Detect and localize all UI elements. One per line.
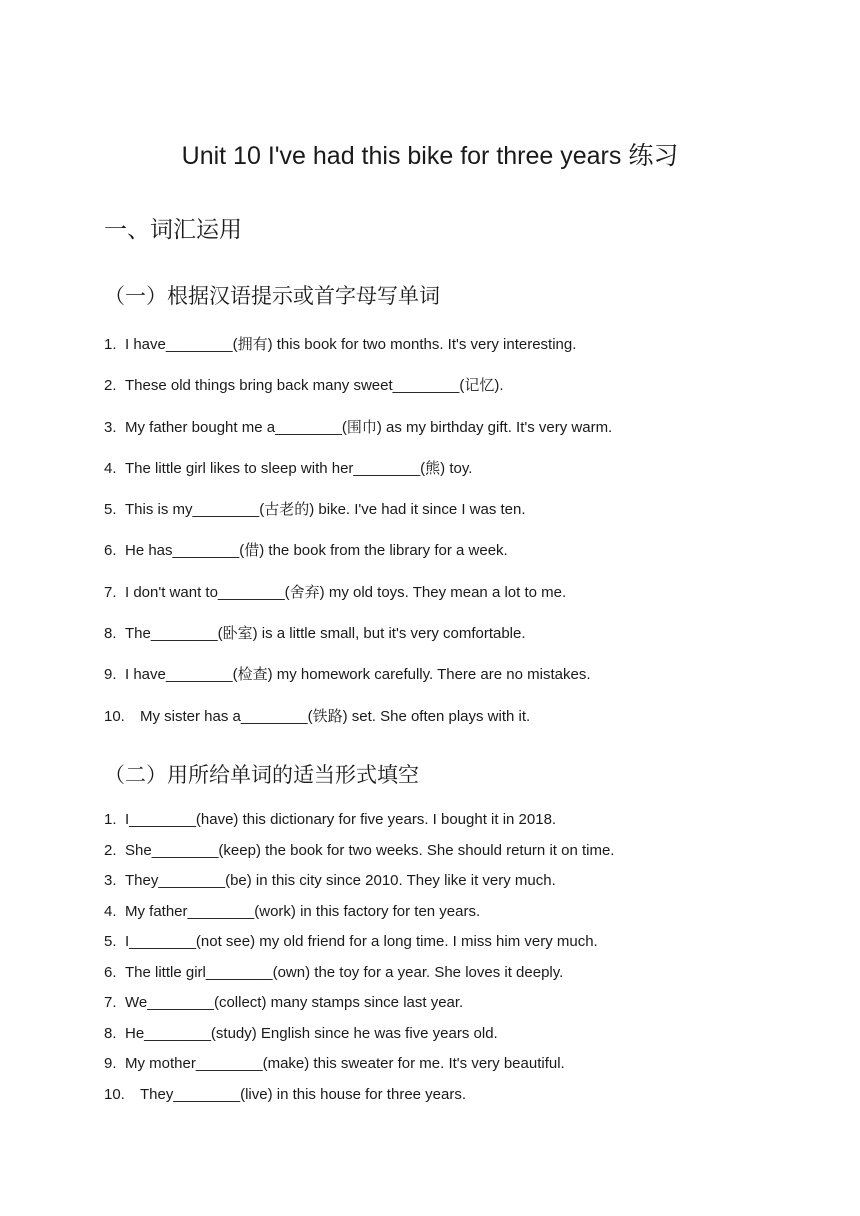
part2-heading: （二）用所给单词的适当形式填空 <box>104 764 419 787</box>
question-item <box>104 372 612 413</box>
part1-heading: （一）根据汉语提示或首字母写单词 <box>104 285 440 308</box>
question-number: 1. <box>104 336 117 353</box>
question-item <box>104 868 614 899</box>
question-text: These old things bring back many sweet________(记忆). <box>125 377 504 395</box>
question-item <box>104 620 612 661</box>
question-number: 5. <box>104 501 117 519</box>
question-number: 9. <box>104 666 117 684</box>
question-text: The________(卧室) is a little small, but it's very comfortable. <box>125 625 526 643</box>
question-text: The little girl________(own) the toy for a year. She loves it deeply. <box>125 963 564 981</box>
question-number: 2. <box>104 377 117 395</box>
question-item <box>104 1051 614 1082</box>
question-item <box>104 807 614 838</box>
question-number: 5. <box>104 933 117 950</box>
question-number: 4. <box>104 459 117 477</box>
question-item <box>104 331 612 372</box>
question-text: My father bought me a________(围巾) as my birthday gift. It's very warm. <box>125 418 613 436</box>
question-number: 3. <box>104 872 117 889</box>
question-item <box>104 1082 614 1113</box>
question-text: They________(live) in this house for three years. <box>140 1085 467 1103</box>
part2-question-list <box>104 807 614 1112</box>
question-text: My sister has a________(铁路) set. She often plays with it. <box>140 707 531 725</box>
question-item <box>104 414 612 455</box>
question-number: 3. <box>104 418 117 436</box>
question-item <box>104 455 612 496</box>
question-item <box>104 838 614 869</box>
question-text: I have________(拥有) this book for two months. It's very interesting. <box>125 336 577 353</box>
question-number: 9. <box>104 1055 117 1072</box>
question-item <box>104 496 612 537</box>
question-number: 8. <box>104 1024 117 1042</box>
question-item <box>104 899 614 930</box>
question-text: They________(be) in this city since 2010. They like it very much. <box>125 872 556 889</box>
page-title: Unit 10 I've had this bike for three years 练习 <box>181 142 679 170</box>
question-text: The little girl likes to sleep with her________(熊) toy. <box>125 459 473 477</box>
question-item <box>104 579 612 620</box>
question-number: 10. <box>104 707 125 725</box>
question-item <box>104 960 614 991</box>
question-text: We________(collect) many stamps since last year. <box>125 994 464 1011</box>
question-number: 10. <box>104 1085 125 1103</box>
question-text: I don't want to________(舍弃) my old toys. They mean a lot to me. <box>125 583 567 601</box>
question-text: This is my________(古老的) bike. I've had it since I was ten. <box>125 501 526 519</box>
question-item <box>104 929 614 960</box>
question-item <box>104 703 612 744</box>
question-number: 7. <box>104 994 117 1011</box>
question-text: I________(not see) my old friend for a long time. I miss him very much. <box>125 933 598 950</box>
question-text: I________(have) this dictionary for five years. I bought it in 2018. <box>125 811 557 828</box>
question-number: 4. <box>104 902 117 920</box>
question-number: 7. <box>104 583 117 601</box>
question-text: He________(study) English since he was five years old. <box>125 1024 498 1042</box>
question-item <box>104 990 614 1021</box>
question-item <box>104 1021 614 1052</box>
question-number: 6. <box>104 963 117 981</box>
question-number: 1. <box>104 811 117 828</box>
section-heading: 一、词汇运用 <box>104 216 242 242</box>
question-number: 6. <box>104 542 117 560</box>
question-item <box>104 537 612 578</box>
question-text: My father________(work) in this factory for ten years. <box>125 902 481 920</box>
question-text: My mother________(make) this sweater for me. It's very beautiful. <box>125 1055 565 1072</box>
question-item <box>104 661 612 702</box>
question-number: 2. <box>104 841 117 859</box>
question-text: I have________(检查) my homework carefully. There are no mistakes. <box>125 666 591 684</box>
part1-question-list <box>104 331 612 744</box>
question-text: She________(keep) the book for two weeks. She should return it on time. <box>125 841 615 859</box>
question-number: 8. <box>104 625 117 643</box>
question-text: He has________(借) the book from the library for a week. <box>125 542 508 560</box>
